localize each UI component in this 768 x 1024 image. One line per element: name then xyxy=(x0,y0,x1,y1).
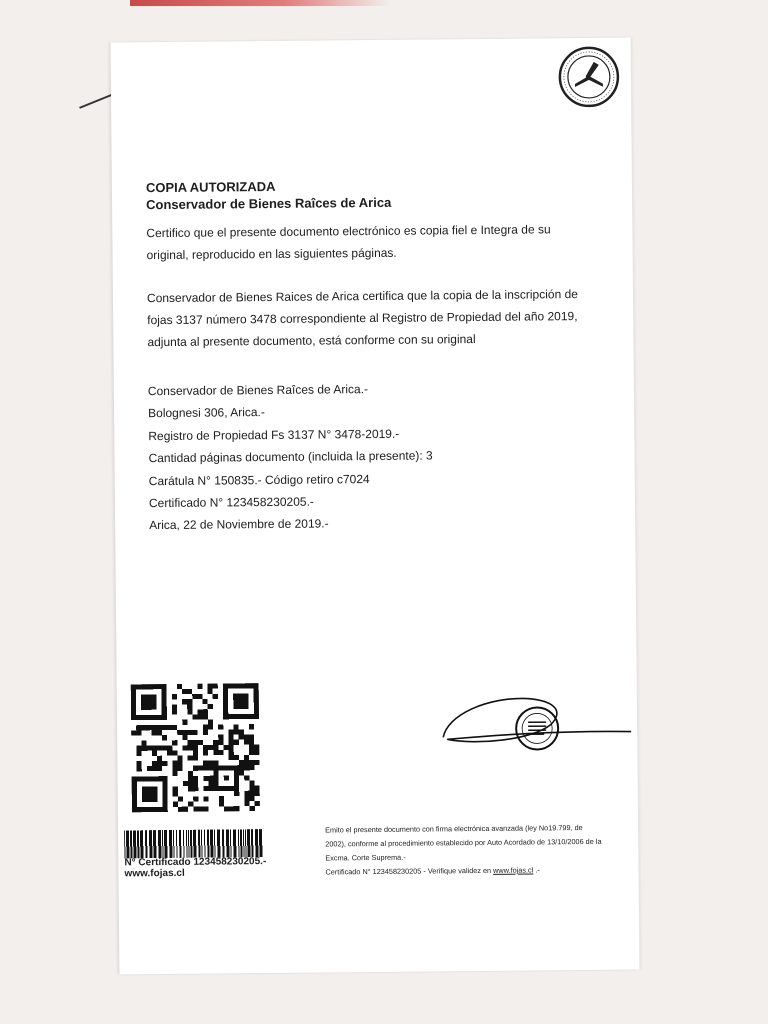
heading-block xyxy=(146,178,391,212)
barcode-icon xyxy=(124,829,264,858)
note-line-3: Excma. Corte Suprema.- xyxy=(325,852,406,863)
barcode-website: www.fojas.cl xyxy=(124,867,185,880)
qr-code-icon xyxy=(131,683,260,812)
info-page-count: Cantidad páginas documento (incluida la presente): 3 xyxy=(148,448,433,466)
verification-link[interactable]: www.fojas.cl xyxy=(493,865,534,875)
inscription-paragraph: Conservador de Bienes Raices de Arica certifica que la copia de la inscripción de fojas 3137 número 3478 correspondiente al Registro de Propiedad del año 2019, adjunta al presente documento, está conforme con su original xyxy=(146,287,578,350)
top-edge-strip xyxy=(130,0,390,6)
certification-paragraph: Certifico que el presente documento electrónico es copia fiel e Integra de su original, reproducido en las siguientes páginas. xyxy=(146,222,551,263)
document-page xyxy=(111,38,640,975)
document-subtitle: Conservador de Bienes Raîces de Arica xyxy=(146,194,392,213)
official-seal-icon xyxy=(558,46,621,109)
note-line-4-prefix: Certificado N° 123458230205 - Verifique validez en xyxy=(325,865,492,877)
info-office: Conservador de Bienes Raîces de Arica.- xyxy=(147,382,369,399)
electronic-signature-note xyxy=(325,820,642,879)
info-block xyxy=(148,377,434,537)
barcode-certificate-number: N° Certificado 123458230205.- xyxy=(124,856,267,869)
note-line-1: Emito el presente documento con firma electrónica avanzada (ley No19.799, de xyxy=(325,823,583,835)
info-date: Arica, 22 de Noviembre de 2019.- xyxy=(149,516,329,533)
signature-stamp-icon xyxy=(435,678,636,760)
info-caratula: Carátula N° 150835.- Código retiro c7024 xyxy=(148,471,370,488)
note-line-4-suffix: .- xyxy=(533,865,540,875)
info-registry: Registro de Propiedad Fs 3137 N° 3478-2019.- xyxy=(148,426,400,443)
info-address: Bolognesi 306, Arica.- xyxy=(148,405,265,421)
note-line-2: 2002), conforme al procedimiento establecido por Auto Acordado de 13/10/2006 de la xyxy=(325,836,602,849)
note-line-4 xyxy=(325,862,641,879)
document-title: COPIA AUTORIZADA xyxy=(145,178,276,196)
info-certificate: Certificado N° 123458230205.- xyxy=(148,494,314,511)
